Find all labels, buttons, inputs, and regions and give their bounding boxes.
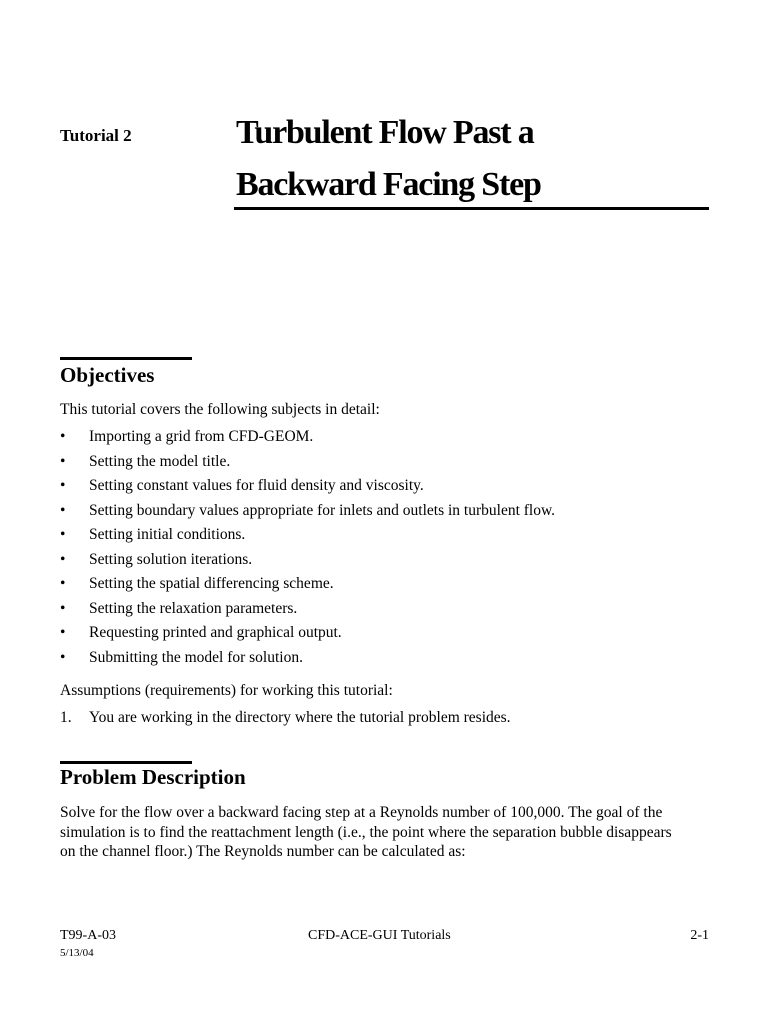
list-item-text: Setting the model title. [89, 452, 231, 470]
bullet-marker: • [60, 452, 66, 470]
list-item [60, 428, 555, 453]
page-title-line-2: Backward Facing Step [236, 166, 541, 203]
list-item [60, 502, 555, 527]
list-item-text: Submitting the model for solution. [89, 648, 303, 666]
list-number: 1. [60, 709, 72, 726]
list-item-text: Setting initial conditions. [89, 526, 246, 543]
problem-line-2: simulation is to find the reattachment length (i.e., the point where the separation bubble disappears [60, 823, 672, 841]
objectives-rule [60, 357, 192, 360]
footer-date: 5/13/04 [60, 947, 94, 959]
footer-page-number: 2-1 [690, 928, 709, 943]
assumptions-list [60, 709, 511, 734]
list-item-text: Setting solution iterations. [89, 550, 253, 568]
list-item [60, 526, 555, 551]
chapter-label: Tutorial 2 [60, 126, 132, 145]
list-item [60, 477, 555, 502]
list-item [60, 649, 555, 674]
problem-heading: Problem Description [60, 765, 246, 789]
problem-rule [60, 761, 192, 764]
list-item [60, 600, 555, 625]
problem-line-1: Solve for the flow over a backward facing step at a Reynolds number of 100,000. The goal of the [60, 804, 663, 821]
list-item-text: You are working in the directory where the tutorial problem resides. [89, 709, 511, 726]
list-item [60, 624, 555, 649]
problem-line-3: on the channel floor.) The Reynolds number can be calculated as: [60, 843, 466, 860]
list-item [60, 575, 555, 600]
objectives-list [60, 428, 555, 673]
footer-title: CFD-ACE-GUI Tutorials [308, 928, 451, 943]
bullet-marker: • [60, 599, 66, 617]
bullet-marker: • [60, 624, 66, 641]
objectives-heading: Objectives [60, 363, 155, 387]
list-item [60, 551, 555, 576]
list-item [60, 709, 511, 734]
page-title-line-1: Turbulent Flow Past a [236, 114, 534, 151]
bullet-marker: • [60, 501, 66, 519]
title-rule [234, 207, 709, 210]
footer-doc-id: T99-A-03 [60, 928, 116, 943]
bullet-marker: • [60, 648, 66, 666]
bullet-marker: • [60, 526, 66, 543]
bullet-marker: • [60, 477, 66, 494]
objectives-intro: This tutorial covers the following subjects in detail: [60, 401, 380, 418]
list-item-text: Setting the relaxation parameters. [89, 599, 298, 617]
bullet-marker: • [60, 575, 66, 592]
page-title [236, 107, 541, 211]
list-item-text: Requesting printed and graphical output. [89, 624, 342, 641]
list-item-text: Setting constant values for fluid density and viscosity. [89, 477, 424, 494]
list-item-text: Setting the spatial differencing scheme. [89, 575, 334, 592]
bullet-marker: • [60, 550, 66, 568]
bullet-marker: • [60, 428, 66, 445]
assumptions-intro: Assumptions (requirements) for working this tutorial: [60, 682, 393, 699]
problem-paragraph [60, 803, 715, 862]
list-item-text: Setting boundary values appropriate for inlets and outlets in turbulent flow. [89, 501, 556, 519]
list-item [60, 453, 555, 478]
list-item-text: Importing a grid from CFD-GEOM. [89, 428, 314, 445]
